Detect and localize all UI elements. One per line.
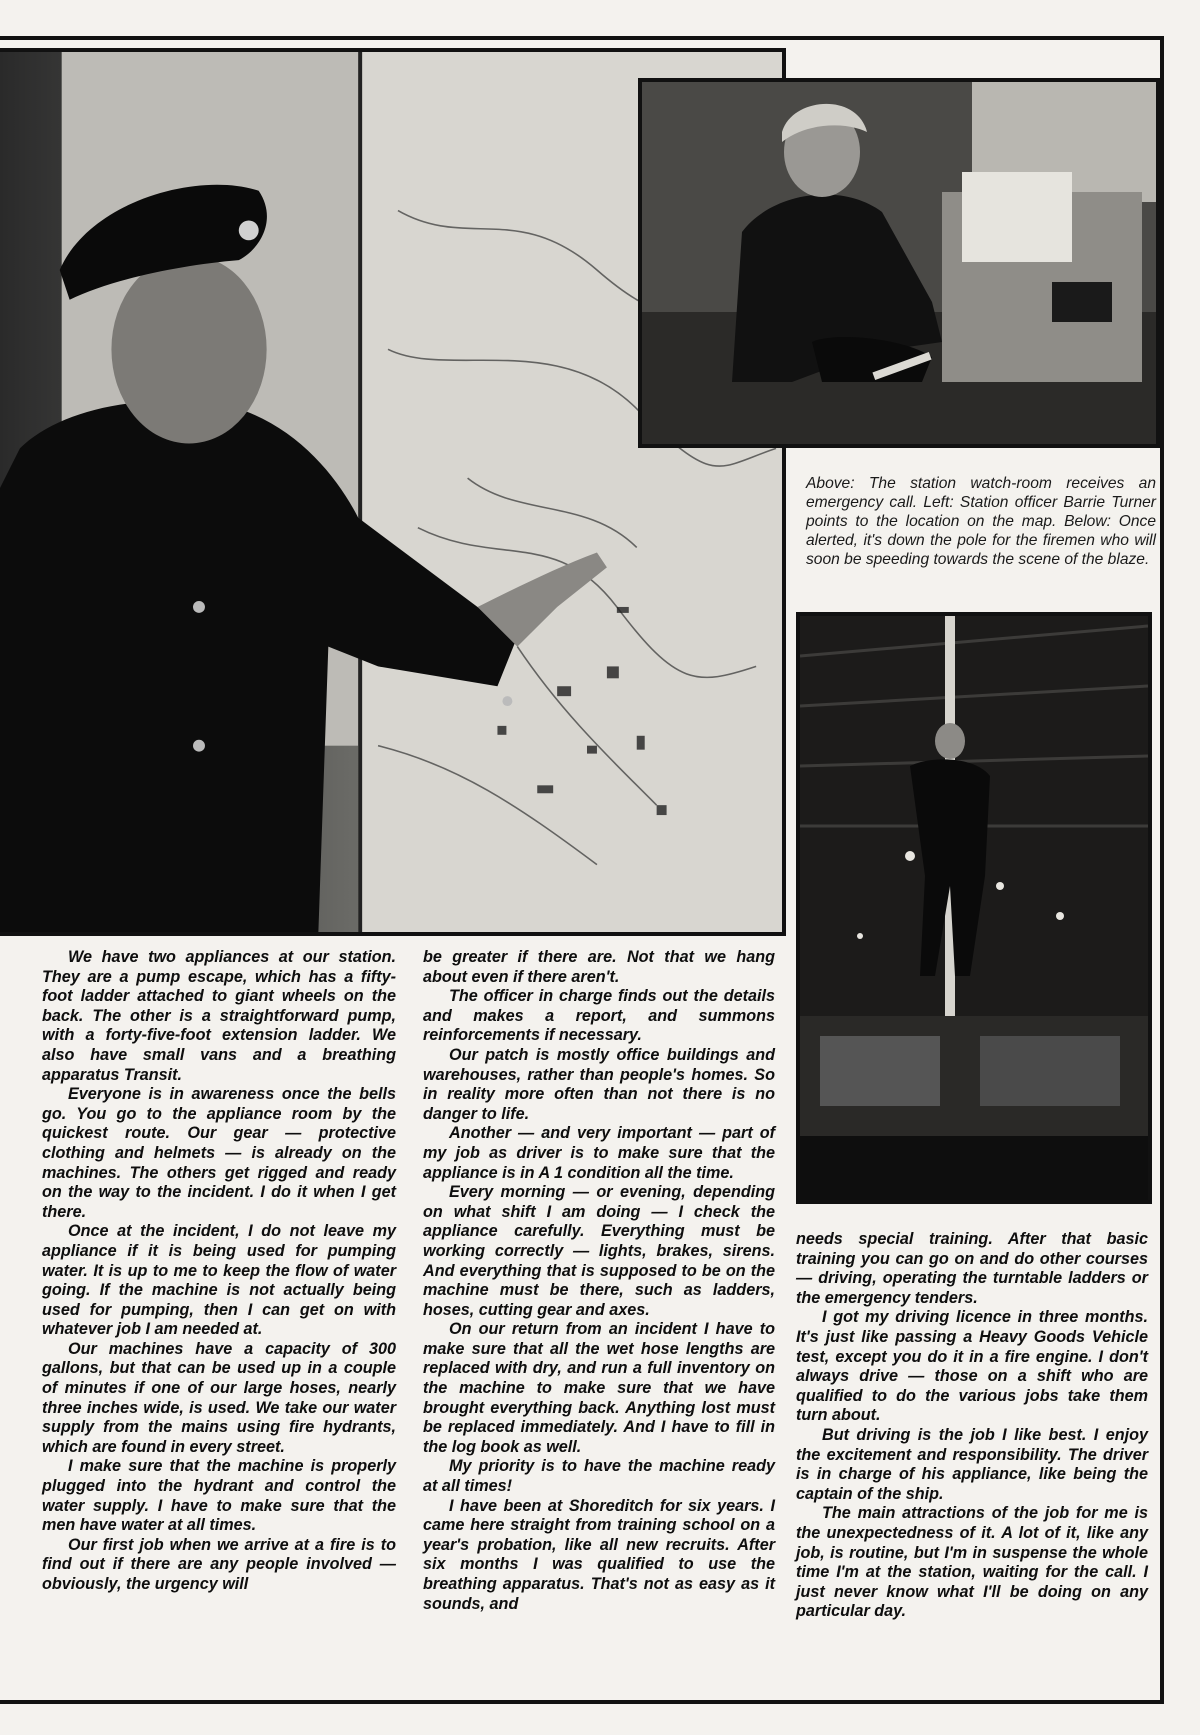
paragraph: Our first job when we arrive at a fire is to find out if there are any people involved — obviously, the urgency will [42,1535,396,1593]
photo-caption: Above: The station watch-room receives an emergency call. Left: Station officer Barrie Turner points to the location on the map. Below: Once alerted, it's down the pole for the firemen who will soon be speeding towards the scene of the blaze. [806,475,1156,568]
paragraph: The main attractions of the job for me is the unexpectedness of it. A lot of it, like any job, is routine, but I'm in suspense the whole time I'm at the station, waiting for the call. I just never know what I'll be doing on any particular day. [796,1504,1148,1621]
paragraph: I got my driving licence in three months. It's just like passing a Heavy Goods Vehicle test, except you do it in a fire engine. I don't always drive — those on a shift who are qualified to do the various jobs take them turn about. [796,1308,1148,1425]
paragraph: I make sure that the machine is properly plugged into the hydrant and control the water supply. I have to make sure that the men have water at all times. [42,1457,396,1535]
paragraph: be greater if there are. Not that we hang about even if there aren't. [423,948,775,986]
paragraph: Our patch is mostly office buildings and warehouses, rather than people's homes. So in reality more often than not there is no danger to life. [423,1045,775,1123]
paragraph: Every morning — or evening, depending on what shift I am doing — I check the appliance carefully. Everything must be working correctly — lights, brakes, sirens. And everything that is supposed to be on the machine must be there, such as ladders, hoses, cutting gear and axes. [423,1183,775,1319]
article-column-3 [796,1230,1148,1622]
article-column-1 [42,948,396,1595]
paragraph: Another — and very important — part of my job as driver is to make sure that the appliance is in A 1 condition all the time. [423,1124,775,1182]
paragraph: We have two appliances at our station. They are a pump escape, which has a fifty-foot ladder attached to giant wheels on the back. The other is a straightforward pump, with a forty-five-foot extension ladder. We also have small vans and a breathing apparatus Transit. [42,948,396,1084]
paragraph: I have been at Shoreditch for six years. I came here straight from training school on a year's probation, like all new recruits. After six months I was qualified to use the breathing apparatus. That's not as easy as it sounds, and [423,1496,775,1613]
article-column-2 [423,948,775,1614]
paragraph: Everyone is in awareness once the bells go. You go to the appliance room by the quickest route. Our gear — protective clothing and helmets — is already on the machines. The others get rigged and ready on the way to the incident. I do it when I get there. [42,1085,396,1221]
paragraph: But driving is the job I like best. I enjoy the excitement and responsibility. The driver is in charge of his appliance, like being the captain of the ship. [796,1425,1148,1503]
paragraph: The officer in charge finds out the details and makes a report, and summons reinforcements if necessary. [423,987,775,1045]
paragraph: needs special training. After that basic training you can go on and do other courses — driving, operating the turntable ladders or the emergency tenders. [796,1230,1148,1307]
photo-watch-room [638,78,1160,448]
paragraph: Our machines have a capacity of 300 gallons, but that can be used up in a couple of minutes if one of our large hoses, nearly three inches wide, is used. We take our water supply from the mains using fire hydrants, which are found in every street. [42,1339,396,1456]
paragraph: My priority is to have the machine ready at all times! [423,1457,775,1496]
paragraph: On our return from an incident I have to make sure that all the wet hose lengths are replaced with dry, and run a full inventory on the machine to make sure that we have brought everything back. Anything lost must be replaced immediately. And I have to fill in the log book as well. [423,1320,775,1456]
paragraph: Once at the incident, I do not leave my appliance if it is being used for pumping water. It is up to me to keep the flow of water going. If the machine is not actually being used for pumping, then I can get on with whatever job I am needed at. [42,1222,396,1339]
photo-fire-pole [796,612,1152,1204]
